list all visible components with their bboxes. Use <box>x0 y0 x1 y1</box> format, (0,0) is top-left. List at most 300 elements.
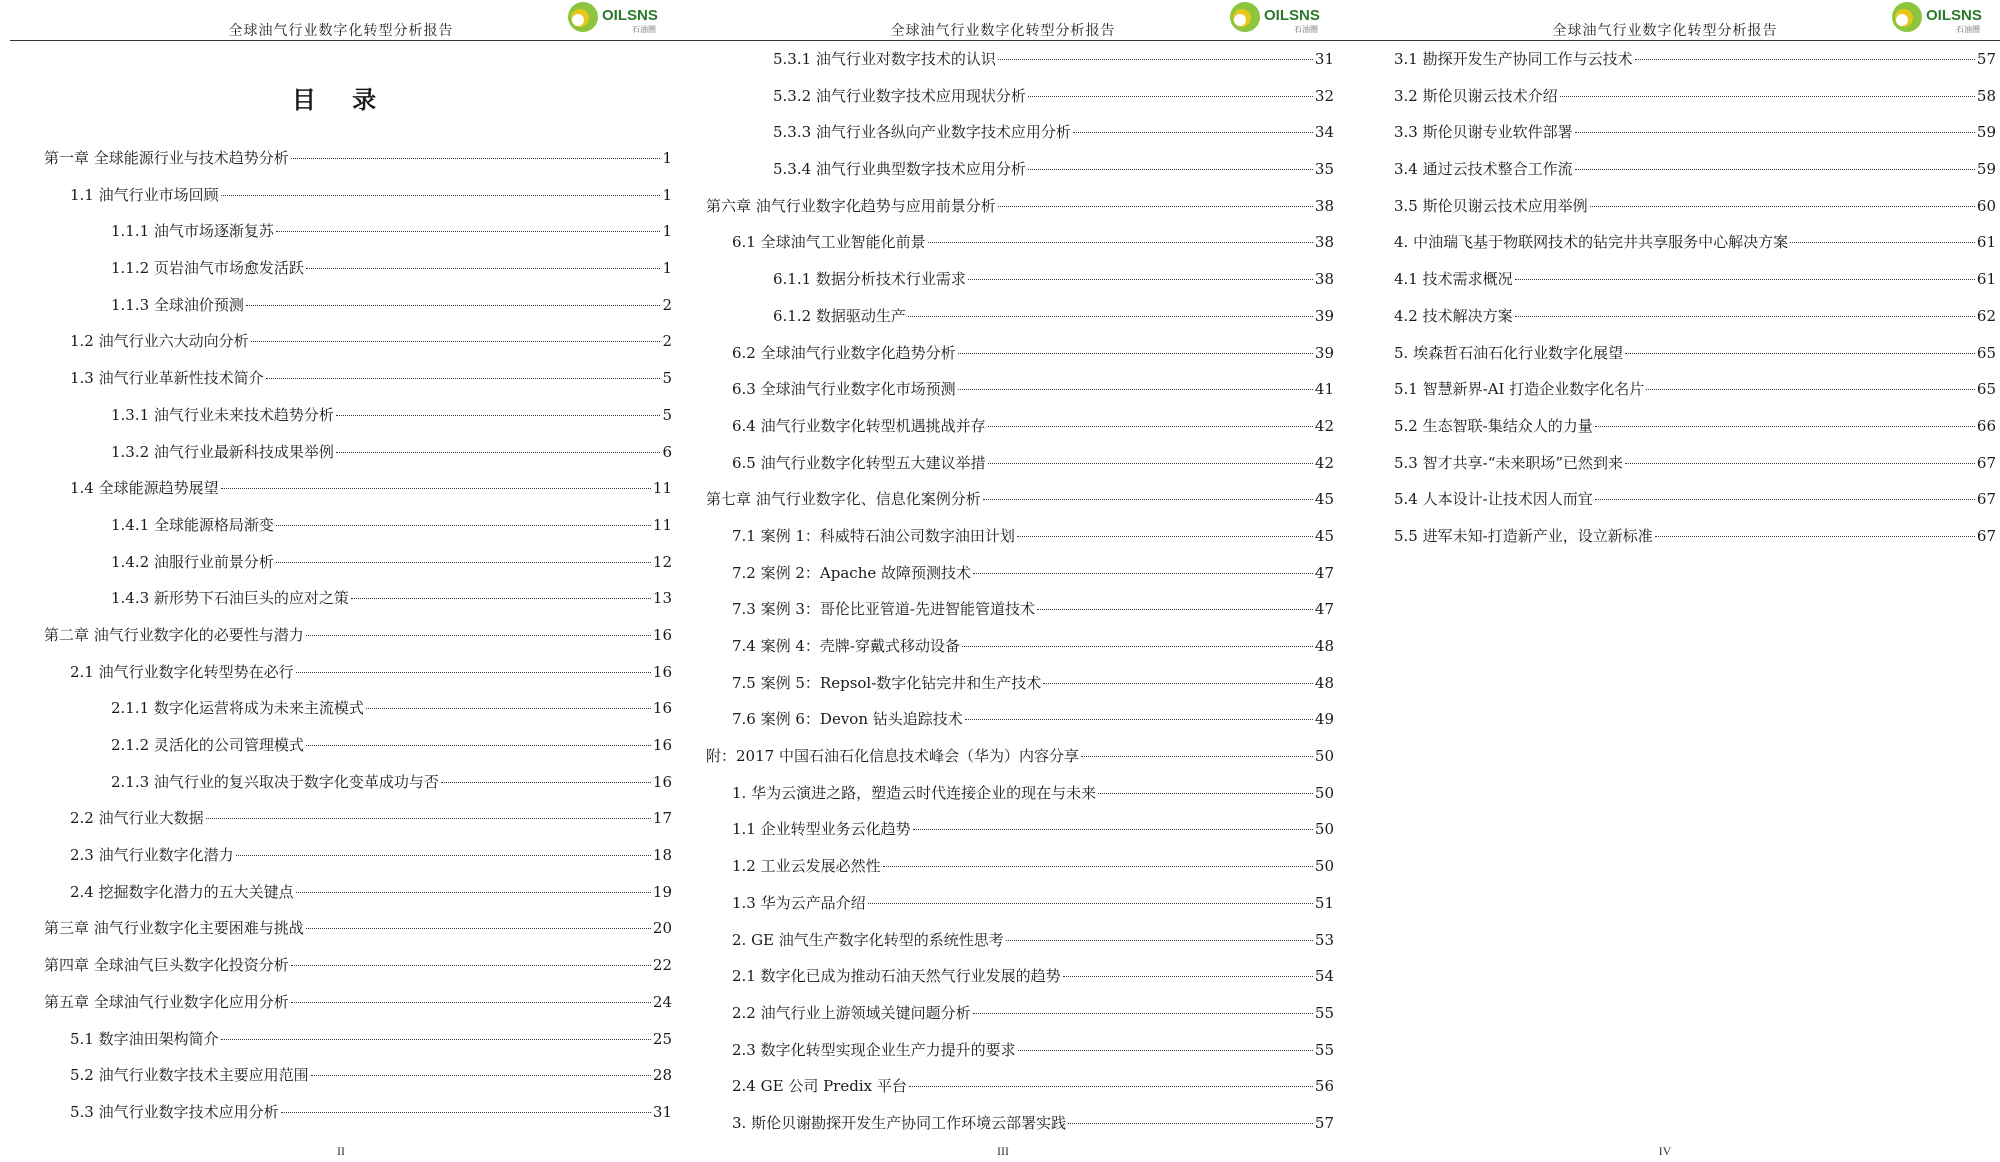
toc-dot-leader <box>206 818 651 819</box>
logo-text: OILSNS <box>602 7 658 24</box>
toc-entry[interactable] <box>1334 85 1996 122</box>
toc-entry[interactable] <box>10 661 672 698</box>
toc-entry[interactable] <box>10 1028 672 1065</box>
oilsns-logo-icon <box>1228 0 1262 34</box>
toc-entry[interactable] <box>672 598 1334 635</box>
toc-entry-label: 1.3 油气行业革新性技术简介 <box>70 369 264 388</box>
toc-entry-label: 7.3 案例 3：哥伦比亚管道-先进智能管道技术 <box>732 600 1036 619</box>
toc-dot-leader <box>221 195 660 196</box>
toc-entry[interactable] <box>1334 268 1996 305</box>
oilsns-logo <box>1228 0 1338 38</box>
toc-dot-leader <box>1028 169 1313 170</box>
toc-entry-label: 5.3 油气行业数字技术应用分析 <box>70 1102 279 1121</box>
document-page-2 <box>672 0 1334 1162</box>
toc-entry-page-number: 31 <box>652 1102 672 1121</box>
logo-text: OILSNS <box>1264 7 1320 24</box>
toc-entry[interactable] <box>672 1075 1334 1112</box>
document-page-1 <box>10 0 672 1162</box>
toc-entry-page-number: 62 <box>1976 306 1996 325</box>
toc-entry[interactable] <box>1334 378 1996 415</box>
toc-dot-leader <box>1006 940 1313 941</box>
toc-entry-page-number: 11 <box>652 479 672 498</box>
toc-dot-leader <box>1635 59 1975 60</box>
toc-entry-page-number: 17 <box>652 809 672 828</box>
toc-dot-leader <box>1515 279 1975 280</box>
toc-entry[interactable] <box>10 184 672 221</box>
toc-entry-label: 3.4 通过云技术整合工作流 <box>1394 160 1573 179</box>
toc-entry-label: 5.4 人本设计-让技术因人而宜 <box>1394 490 1593 509</box>
toc-dot-leader <box>998 59 1313 60</box>
toc-dot-leader <box>276 231 660 232</box>
toc-entry-page-number: 32 <box>1314 86 1334 105</box>
toc-entry[interactable] <box>672 1039 1334 1076</box>
toc-entry[interactable] <box>10 587 672 624</box>
toc-entry[interactable] <box>10 441 672 478</box>
toc-entry[interactable] <box>672 158 1334 195</box>
toc-entry-page-number: 16 <box>652 772 672 791</box>
toc-entry-label: 5. 埃森哲石油石化行业数字化展望 <box>1394 343 1624 362</box>
toc-entry-label: 1.1.1 油气市场逐渐复苏 <box>111 222 274 241</box>
toc-dot-leader <box>958 389 1313 390</box>
logo-subtext: 石油圈 <box>1956 25 1980 34</box>
toc-entry-label: 5.2 生态智联-集结众人的力量 <box>1394 416 1593 435</box>
toc-dot-leader <box>351 598 651 599</box>
toc-entry-label: 1.1 油气行业市场回顾 <box>70 185 219 204</box>
toc-dot-leader <box>296 672 651 673</box>
toc-entry[interactable] <box>10 257 672 294</box>
toc-entry-label: 3.2 斯伦贝谢云技术介绍 <box>1394 86 1558 105</box>
toc-entry-page-number: 41 <box>1314 380 1334 399</box>
toc-entry-page-number: 38 <box>1314 270 1334 289</box>
page-number: II <box>337 1144 345 1158</box>
toc-entry-page-number: 47 <box>1314 563 1334 582</box>
toc-entry[interactable] <box>10 477 672 514</box>
toc-entry-page-number: 57 <box>1314 1113 1334 1132</box>
toc-entry-page-number: 42 <box>1314 416 1334 435</box>
toc-entry[interactable] <box>672 488 1334 525</box>
toc-entry-label: 7.6 案例 6：Devon 钻头追踪技术 <box>732 710 963 729</box>
toc-entry-page-number: 59 <box>1976 160 1996 179</box>
toc-dot-leader <box>291 1002 651 1003</box>
toc-entry[interactable] <box>672 525 1334 562</box>
toc-entry-page-number: 31 <box>1314 50 1334 68</box>
toc-entry-page-number: 28 <box>652 1066 672 1085</box>
toc-entry[interactable] <box>672 268 1334 305</box>
toc-entry-page-number: 60 <box>1976 196 1996 215</box>
toc-entry-page-number: 45 <box>1314 526 1334 545</box>
oilsns-logo <box>566 0 676 38</box>
toc-entry-page-number: 18 <box>652 846 672 865</box>
toc-entry-label: 5.1 数字油田架构简介 <box>70 1029 219 1048</box>
toc-entry-page-number: 13 <box>652 589 672 608</box>
toc-entry[interactable] <box>672 1002 1334 1039</box>
toc-entry-page-number: 55 <box>1314 1003 1334 1022</box>
running-header: 全球油气行业数字化转型分析报告 <box>228 23 454 39</box>
toc-entry-page-number: 6 <box>662 442 672 461</box>
toc-dot-leader <box>336 415 660 416</box>
toc-entry[interactable] <box>672 85 1334 122</box>
toc-dot-leader <box>306 745 651 746</box>
toc-dot-leader <box>266 378 660 379</box>
toc-entry-label: 3.3 斯伦贝谢专业软件部署 <box>1394 123 1573 142</box>
toc-dot-leader <box>1560 96 1975 97</box>
toc-entry-page-number: 67 <box>1976 526 1996 545</box>
toc-entry-label: 7.5 案例 5：Repsol-数字化钻完井和生产技术 <box>732 673 1042 692</box>
toc-dot-leader <box>962 646 1313 647</box>
toc-entry-label: 1.1.3 全球油价预测 <box>111 295 244 314</box>
toc-dot-leader <box>251 341 660 342</box>
toc-dot-leader <box>291 158 660 159</box>
toc-entry-label: 6.3 全球油气行业数字化市场预测 <box>732 380 956 399</box>
toc-entry[interactable] <box>672 231 1334 268</box>
toc-entry-page-number: 67 <box>1976 490 1996 509</box>
document-page-3 <box>1334 0 1996 1162</box>
toc-entry-page-number: 39 <box>1314 343 1334 362</box>
toc-entry-page-number: 59 <box>1976 123 1996 142</box>
toc-entry-label: 2. GE 油气生产数字化转型的系统性思考 <box>732 930 1004 949</box>
toc-dot-leader <box>236 855 651 856</box>
toc-entry-label: 1.4.3 新形势下石油巨头的应对之策 <box>111 589 349 608</box>
page-number: IV <box>1658 1144 1672 1158</box>
toc-entry-label: 6.1.1 数据分析技术行业需求 <box>773 270 966 289</box>
toc-entry-label: 6.1 全球油气工业智能化前景 <box>732 233 926 252</box>
toc-entry-label: 2.2 油气行业大数据 <box>70 809 204 828</box>
toc-entry[interactable] <box>10 147 672 184</box>
toc-entry-page-number: 67 <box>1976 453 1996 472</box>
toc-entry-label: 第一章 全球能源行业与技术趋势分析 <box>44 149 289 167</box>
toc-dot-leader <box>306 635 651 636</box>
toc-dot-leader <box>221 488 651 489</box>
toc-entry[interactable] <box>672 818 1334 855</box>
toc-list <box>1334 48 1996 562</box>
toc-dot-leader <box>965 719 1313 720</box>
toc-entry-label: 1.3 华为云产品介绍 <box>732 893 866 912</box>
toc-dot-leader <box>908 316 1313 317</box>
toc-dot-leader <box>221 1039 651 1040</box>
toc-entry[interactable] <box>10 771 672 808</box>
toc-entry-page-number: 16 <box>652 662 672 681</box>
toc-entry-label: 1.2 工业云发展必然性 <box>732 857 881 876</box>
toc-entry[interactable] <box>1334 195 1996 232</box>
toc-entry-page-number: 38 <box>1314 233 1334 252</box>
toc-entry-label: 4.2 技术解决方案 <box>1394 306 1513 325</box>
toc-dot-leader <box>1063 976 1313 977</box>
toc-entry[interactable] <box>672 635 1334 672</box>
toc-entry-label: 第五章 全球油气行业数字化应用分析 <box>44 992 289 1011</box>
toc-entry-page-number: 57 <box>1976 50 1996 68</box>
toc-entry-label: 2.4 GE 公司 Predix 平台 <box>732 1077 907 1096</box>
toc-entry[interactable] <box>1334 158 1996 195</box>
toc-entry-page-number: 45 <box>1314 490 1334 509</box>
toc-dot-leader <box>983 499 1313 500</box>
toc-entry-page-number: 16 <box>652 699 672 718</box>
toc-entry[interactable] <box>672 782 1334 819</box>
toc-dot-leader <box>1625 463 1975 464</box>
toc-entry[interactable] <box>672 195 1334 232</box>
toc-entry-page-number: 39 <box>1314 306 1334 325</box>
toc-entry-label: 7.4 案例 4：壳牌-穿戴式移动设备 <box>732 637 961 655</box>
toc-entry-page-number: 47 <box>1314 600 1334 619</box>
toc-entry-page-number: 16 <box>652 736 672 754</box>
toc-dot-leader <box>306 268 660 269</box>
toc-dot-leader <box>1028 96 1313 97</box>
toc-entry-page-number: 1 <box>662 185 672 204</box>
toc-entry-label: 2.1.1 数字化运营将成为未来主流模式 <box>111 699 364 718</box>
toc-dot-leader <box>281 1112 651 1113</box>
toc-entry-page-number: 53 <box>1314 930 1334 949</box>
toc-entry-page-number: 54 <box>1314 967 1334 986</box>
toc-title: 目 录 <box>291 86 391 114</box>
toc-entry[interactable] <box>672 745 1334 782</box>
toc-entry-page-number: 1 <box>662 222 672 241</box>
toc-dot-leader <box>1515 316 1975 317</box>
toc-entry[interactable] <box>1334 305 1996 342</box>
toc-dot-leader <box>998 206 1313 207</box>
toc-entry[interactable] <box>1334 121 1996 158</box>
toc-dot-leader <box>246 305 660 306</box>
toc-entry[interactable] <box>10 844 672 881</box>
toc-entry-page-number: 49 <box>1314 710 1334 729</box>
toc-entry[interactable] <box>10 917 672 954</box>
toc-entry[interactable] <box>10 294 672 331</box>
toc-entry-label: 第六章 油气行业数字化趋势与应用前景分析 <box>706 196 996 215</box>
toc-entry[interactable] <box>672 672 1334 709</box>
logo-subtext: 石油圈 <box>632 25 656 34</box>
toc-entry-label: 1.4.2 油服行业前景分析 <box>111 552 274 571</box>
toc-entry-page-number: 66 <box>1976 416 1996 435</box>
toc-entry-label: 6.1.2 数据驱动生产 <box>773 306 906 325</box>
toc-entry-page-number: 65 <box>1976 380 1996 399</box>
toc-dot-leader <box>291 965 651 966</box>
toc-entry-label: 1.4.1 全球能源格局渐变 <box>111 515 274 534</box>
toc-entry-page-number: 61 <box>1976 233 1996 252</box>
toc-entry[interactable] <box>672 48 1334 85</box>
toc-entry-page-number: 55 <box>1314 1040 1334 1059</box>
toc-entry[interactable] <box>10 514 672 551</box>
toc-dot-leader <box>988 463 1313 464</box>
toc-entry[interactable] <box>1334 525 1996 562</box>
toc-entry-page-number: 24 <box>652 992 672 1011</box>
toc-dot-leader <box>1575 132 1975 133</box>
toc-dot-leader <box>296 892 651 893</box>
toc-dot-leader <box>1068 1123 1313 1124</box>
toc-entry-page-number: 2 <box>662 295 672 314</box>
toc-entry-page-number: 50 <box>1314 783 1334 802</box>
toc-entry[interactable] <box>10 991 672 1028</box>
toc-entry-page-number: 19 <box>652 882 672 901</box>
toc-dot-leader <box>1655 536 1975 537</box>
toc-entry-page-number: 1 <box>662 259 672 278</box>
toc-entry[interactable] <box>1334 48 1996 85</box>
toc-entry-label: 第三章 油气行业数字化主要困难与挑战 <box>44 919 304 938</box>
toc-entry-label: 7.2 案例 2：Apache 故障预测技术 <box>732 563 972 582</box>
toc-entry[interactable] <box>10 220 672 257</box>
toc-dot-leader <box>1625 353 1975 354</box>
toc-entry-label: 1.3.1 油气行业未来技术趋势分析 <box>111 405 334 424</box>
toc-dot-leader <box>988 426 1313 427</box>
toc-list <box>672 48 1334 1149</box>
toc-entry-page-number: 5 <box>662 405 672 424</box>
toc-entry[interactable] <box>1334 488 1996 525</box>
toc-dot-leader <box>1595 499 1975 500</box>
toc-dot-leader <box>868 903 1313 904</box>
toc-entry-label: 1.2 油气行业六大动向分析 <box>70 332 249 351</box>
toc-entry-page-number: 35 <box>1314 160 1334 179</box>
toc-entry-label: 5.5 进军未知-打造新产业，设立新标准 <box>1394 526 1653 545</box>
toc-entry-page-number: 34 <box>1314 123 1334 142</box>
toc-entry-label: 2.3 数字化转型实现企业生产力提升的要求 <box>732 1040 1016 1059</box>
toc-entry-label: 4. 中油瑞飞基于物联网技术的钻完井共享服务中心解决方案 <box>1394 233 1789 252</box>
toc-dot-leader <box>366 708 651 709</box>
toc-dot-leader <box>968 279 1313 280</box>
toc-entry-page-number: 50 <box>1314 820 1334 839</box>
toc-dot-leader <box>1037 609 1313 610</box>
toc-entry-label: 1. 华为云演进之路，塑造云时代连接企业的现在与未来 <box>732 783 1097 802</box>
toc-entry-page-number: 50 <box>1314 747 1334 766</box>
toc-entry[interactable] <box>10 734 672 771</box>
toc-entry-page-number: 38 <box>1314 196 1334 215</box>
running-header: 全球油气行业数字化转型分析报告 <box>890 23 1116 39</box>
toc-entry-label: 5.3 智才共享-“未来职场”已然到来 <box>1394 453 1624 472</box>
toc-entry-label: 2.1.3 油气行业的复兴取决于数字化变革成功与否 <box>111 772 439 791</box>
toc-dot-leader <box>441 782 651 783</box>
header-rule <box>642 40 1344 41</box>
toc-entry[interactable] <box>672 929 1334 966</box>
toc-entry-page-number: 25 <box>652 1029 672 1048</box>
toc-entry-label: 第二章 油气行业数字化的必要性与潜力 <box>44 625 304 644</box>
toc-entry-label: 第七章 油气行业数字化、信息化案例分析 <box>706 490 981 509</box>
toc-entry[interactable] <box>672 415 1334 452</box>
oilsns-logo-icon <box>566 0 600 34</box>
toc-entry[interactable] <box>1334 231 1996 268</box>
toc-dot-leader <box>1098 793 1313 794</box>
toc-entry-page-number: 51 <box>1314 893 1334 912</box>
toc-entry[interactable] <box>10 367 672 404</box>
running-header: 全球油气行业数字化转型分析报告 <box>1552 23 1778 39</box>
toc-entry-page-number: 56 <box>1314 1077 1334 1096</box>
toc-entry-label: 5.2 油气行业数字技术主要应用范围 <box>70 1066 309 1085</box>
toc-entry[interactable] <box>10 624 672 661</box>
toc-dot-leader <box>913 829 1313 830</box>
toc-dot-leader <box>1590 206 1975 207</box>
toc-entry[interactable] <box>1334 452 1996 489</box>
toc-entry-label: 4.1 技术需求概况 <box>1394 270 1513 289</box>
page-number: III <box>997 1144 1009 1158</box>
header-rule <box>10 40 710 41</box>
toc-dot-leader <box>1073 132 1313 133</box>
toc-dot-leader <box>883 866 1313 867</box>
toc-entry-label: 2.1 数字化已成为推动石油天然气行业发展的趋势 <box>732 967 1061 986</box>
toc-entry-label: 附：2017 中国石油石化信息技术峰会（华为）内容分享 <box>706 747 1079 766</box>
toc-entry[interactable] <box>10 551 672 588</box>
toc-entry[interactable] <box>672 305 1334 342</box>
toc-entry-page-number: 65 <box>1976 343 1996 362</box>
toc-entry[interactable] <box>1334 415 1996 452</box>
toc-entry-page-number: 20 <box>652 919 672 938</box>
toc-entry[interactable] <box>10 954 672 991</box>
oilsns-logo <box>1890 0 2000 38</box>
toc-entry-label: 5.3.4 油气行业典型数字技术应用分析 <box>773 160 1026 179</box>
toc-entry-label: 1.1.2 页岩油气市场愈发活跃 <box>111 259 304 278</box>
toc-entry[interactable] <box>10 404 672 441</box>
toc-entry[interactable] <box>672 892 1334 929</box>
toc-entry-label: 1.1 企业转型业务云化趋势 <box>732 820 911 839</box>
toc-dot-leader <box>1017 536 1313 537</box>
toc-entry-label: 5.1 智慧新界-AI 打造企业数字化名片 <box>1394 380 1645 399</box>
toc-entry-label: 第四章 全球油气巨头数字化投资分析 <box>44 956 289 975</box>
toc-entry-label: 2.3 油气行业数字化潜力 <box>70 846 234 865</box>
toc-entry[interactable] <box>10 697 672 734</box>
toc-dot-leader <box>1595 426 1975 427</box>
toc-entry[interactable] <box>672 452 1334 489</box>
toc-entry[interactable] <box>10 881 672 918</box>
toc-entry-page-number: 61 <box>1976 270 1996 289</box>
toc-entry-page-number: 42 <box>1314 453 1334 472</box>
toc-entry[interactable] <box>672 342 1334 379</box>
toc-entry-page-number: 48 <box>1314 673 1334 692</box>
toc-entry-page-number: 5 <box>662 369 672 388</box>
toc-entry[interactable] <box>672 708 1334 745</box>
toc-entry-label: 5.3.1 油气行业对数字技术的认识 <box>773 50 996 68</box>
toc-entry-label: 3.5 斯伦贝谢云技术应用举例 <box>1394 196 1588 215</box>
toc-entry[interactable] <box>672 121 1334 158</box>
toc-entry-page-number: 12 <box>652 552 672 571</box>
toc-dot-leader <box>311 1075 651 1076</box>
toc-dot-leader <box>276 525 651 526</box>
toc-entry-label: 7.1 案例 1：科威特石油公司数字油田计划 <box>732 526 1015 545</box>
toc-entry-label: 1.3.2 油气行业最新科技成果举例 <box>111 442 334 461</box>
toc-dot-leader <box>973 573 1313 574</box>
toc-entry-page-number: 58 <box>1976 86 1996 105</box>
toc-dot-leader <box>306 928 651 929</box>
toc-entry-label: 6.2 全球油气行业数字化趋势分析 <box>732 343 956 362</box>
toc-dot-leader <box>1646 389 1975 390</box>
toc-dot-leader <box>336 452 660 453</box>
toc-entry-page-number: 1 <box>662 149 672 167</box>
toc-entry-page-number: 48 <box>1314 637 1334 655</box>
toc-dot-leader <box>973 1013 1313 1014</box>
toc-entry[interactable] <box>672 965 1334 1002</box>
toc-entry[interactable] <box>1334 342 1996 379</box>
toc-entry-label: 3.1 勘探开发生产协同工作与云技术 <box>1394 50 1633 68</box>
toc-dot-leader <box>1575 169 1975 170</box>
toc-dot-leader <box>928 242 1313 243</box>
toc-dot-leader <box>958 353 1313 354</box>
toc-entry-page-number: 16 <box>652 625 672 644</box>
toc-list <box>10 147 672 1138</box>
toc-entry[interactable] <box>10 1064 672 1101</box>
toc-entry[interactable] <box>10 330 672 367</box>
toc-dot-leader <box>909 1086 1313 1087</box>
toc-dot-leader <box>1790 242 1975 243</box>
header-rule <box>1304 40 2000 41</box>
toc-entry-label: 3. 斯伦贝谢勘探开发生产协同工作环境云部署实践 <box>732 1113 1067 1132</box>
toc-entry[interactable] <box>10 807 672 844</box>
toc-entry[interactable] <box>10 1101 672 1138</box>
toc-entry[interactable] <box>672 855 1334 892</box>
oilsns-logo-icon <box>1890 0 1924 34</box>
toc-dot-leader <box>1081 756 1313 757</box>
toc-entry[interactable] <box>672 378 1334 415</box>
toc-entry-label: 1.4 全球能源趋势展望 <box>70 479 219 498</box>
toc-entry-label: 6.4 油气行业数字化转型机遇挑战并存 <box>732 416 986 435</box>
toc-entry-label: 2.2 油气行业上游领域关键问题分析 <box>732 1003 971 1022</box>
toc-entry-page-number: 2 <box>662 332 672 351</box>
toc-entry-label: 2.4 挖掘数字化潜力的五大关键点 <box>70 882 294 901</box>
toc-entry-page-number: 11 <box>652 515 672 534</box>
toc-entry[interactable] <box>672 562 1334 599</box>
toc-entry-label: 5.3.2 油气行业数字技术应用现状分析 <box>773 86 1026 105</box>
